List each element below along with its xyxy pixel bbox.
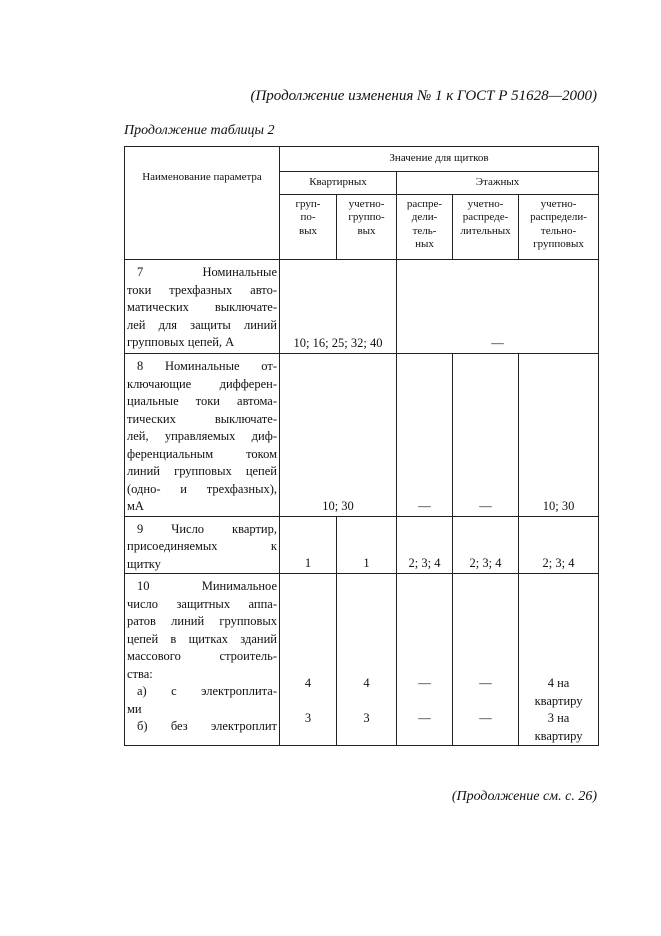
header-col-meter-group: [337, 195, 397, 260]
row10-b-value-5-l2: квартиру: [534, 728, 583, 743]
header-col-distr-l3: тель-: [412, 224, 437, 237]
row10-line-6: ства:: [127, 666, 153, 681]
header-col-group-l3: вых: [298, 224, 318, 237]
row8-line-6: ференциальным током: [127, 446, 277, 461]
header-col-meter-group-l3: вых: [357, 224, 376, 237]
row10-a-value-3: —: [418, 676, 431, 690]
row7-line-2: токи трехфазных авто-: [127, 282, 277, 297]
row8-line-3: циальные токи автома-: [127, 394, 277, 408]
row7-param: [125, 260, 280, 354]
row10-a-value-1: 4: [304, 676, 312, 690]
header-col-distr-l1: распре-: [406, 198, 443, 210]
row10-col-3: [397, 574, 453, 746]
row8-line-4: тических выключате-: [127, 411, 277, 426]
row8-line-5: лей, управляемых диф-: [127, 429, 277, 443]
row8-value-apartment: 10; 30: [280, 354, 397, 517]
header-col-mdg-l1: учетно-: [540, 198, 577, 210]
header-value-group: Значение для щитков: [280, 147, 599, 172]
row8-line-2: ключающие дифферен-: [127, 376, 277, 391]
row10-col-1: [280, 574, 337, 746]
row9-param: [125, 516, 280, 574]
row10-b-value-1: 3: [304, 711, 312, 725]
row10-sub-b-label: б) без электроплит: [137, 719, 277, 733]
row10-sub-a-label-2: ми: [127, 701, 142, 716]
row10-col-4: [453, 574, 519, 746]
header-col-distr-l4: ных: [415, 238, 434, 251]
header-col-meter-distr: [453, 195, 519, 260]
row10-param: [125, 574, 280, 746]
table-row-7: [125, 260, 599, 354]
header-col-mdg-l2: распредели-: [530, 211, 587, 224]
row7-line-4: лей для защиты линий: [127, 317, 277, 332]
row8-line-8: (одно- и трехфазных),: [127, 481, 277, 496]
header-col-distr-l2: дели-: [411, 211, 438, 224]
row9-value-5: 2; 3; 4: [519, 516, 599, 574]
row9-line-2: присоединяемых к: [127, 539, 277, 553]
header-row-1: [125, 147, 599, 172]
row8-value-meter-group: 10; 30: [519, 354, 599, 517]
header-param-name: Наименование параметра: [125, 147, 280, 260]
row10-b-value-2: 3: [363, 711, 370, 725]
row9-value-2: 1: [337, 516, 397, 574]
row8-line-7: линий групповых цепей: [127, 464, 277, 478]
row10-line-5: массового строитель-: [127, 649, 277, 663]
row10-b-value-4: —: [479, 711, 492, 725]
row10-line-4: цепей в щитках зданий: [127, 631, 277, 646]
row10-col-2: [337, 574, 397, 746]
row9-value-3: 2; 3; 4: [397, 516, 453, 574]
row8-line-1: 8 Номинальные от-: [137, 359, 277, 373]
row10-line-1: 10 Минимальное: [137, 579, 277, 593]
table-row-8: [125, 354, 599, 517]
row9-line-1: 9 Число квартир,: [137, 521, 277, 536]
header-col-group-l1: груп-: [295, 198, 321, 210]
header-col-meter-distr-l3: лительных: [460, 224, 511, 237]
row10-sub-a-label-1: а) с электроплита-: [137, 684, 277, 698]
table-row-9: [125, 516, 599, 574]
row7-line-5: групповых цепей, А: [127, 335, 235, 349]
row8-line-9: мА: [127, 499, 144, 513]
row10-line-3: ратов линий групповых: [127, 614, 277, 628]
row9-value-1: 1: [280, 516, 337, 574]
row8-param: [125, 354, 280, 517]
row8-value-meter-distr: —: [453, 354, 519, 517]
row9-line-3: щитку: [127, 556, 161, 571]
header-col-group: [280, 195, 337, 260]
header-col-distr: [397, 195, 453, 260]
row10-a-value-5-l2: квартиру: [534, 693, 583, 708]
header-col-meter-distr-group: [519, 195, 599, 260]
row10-line-2: число защитных аппа-: [127, 596, 277, 611]
header-col-meter-distr-l2: распреде-: [462, 211, 509, 224]
table-caption: Продолжение таблицы 2: [124, 123, 275, 138]
row7-value-floor: —: [397, 260, 599, 354]
header-col-meter-distr-l1: учетно-: [467, 198, 504, 210]
header-floor: Этажных: [397, 172, 599, 195]
row10-b-value-5-l1: 3 на: [547, 711, 570, 725]
row7-line-3: матических выключате-: [127, 300, 277, 314]
row10-a-value-2: 4: [363, 676, 370, 690]
header-col-mdg-l3: тельно-: [540, 224, 577, 237]
row10-col-5: [519, 574, 599, 746]
row10-a-value-4: —: [479, 676, 492, 690]
row10-a-value-5-l1: 4 на: [547, 676, 570, 690]
parameters-table: [124, 146, 599, 746]
header-col-group-l2: по-: [300, 211, 316, 224]
row8-value-distr: —: [397, 354, 453, 517]
header-col-meter-group-l2: группо-: [348, 211, 385, 224]
document-continuation-header: (Продолжение изменения № 1 к ГОСТ Р 51628—2000): [250, 88, 597, 104]
header-apartment: Квартирных: [280, 172, 397, 195]
row7-line-1: 7 Номинальные: [137, 265, 277, 279]
header-col-mdg-l4: групповых: [533, 238, 584, 251]
row10-b-value-3: —: [418, 711, 431, 725]
table-row-10: [125, 574, 599, 746]
row7-value-apartment: 10; 16; 25; 32; 40: [280, 260, 397, 354]
row9-value-4: 2; 3; 4: [453, 516, 519, 574]
document-continuation-footer: (Продолжение см. с. 26): [451, 789, 597, 804]
header-col-meter-group-l1: учетно-: [348, 198, 385, 210]
